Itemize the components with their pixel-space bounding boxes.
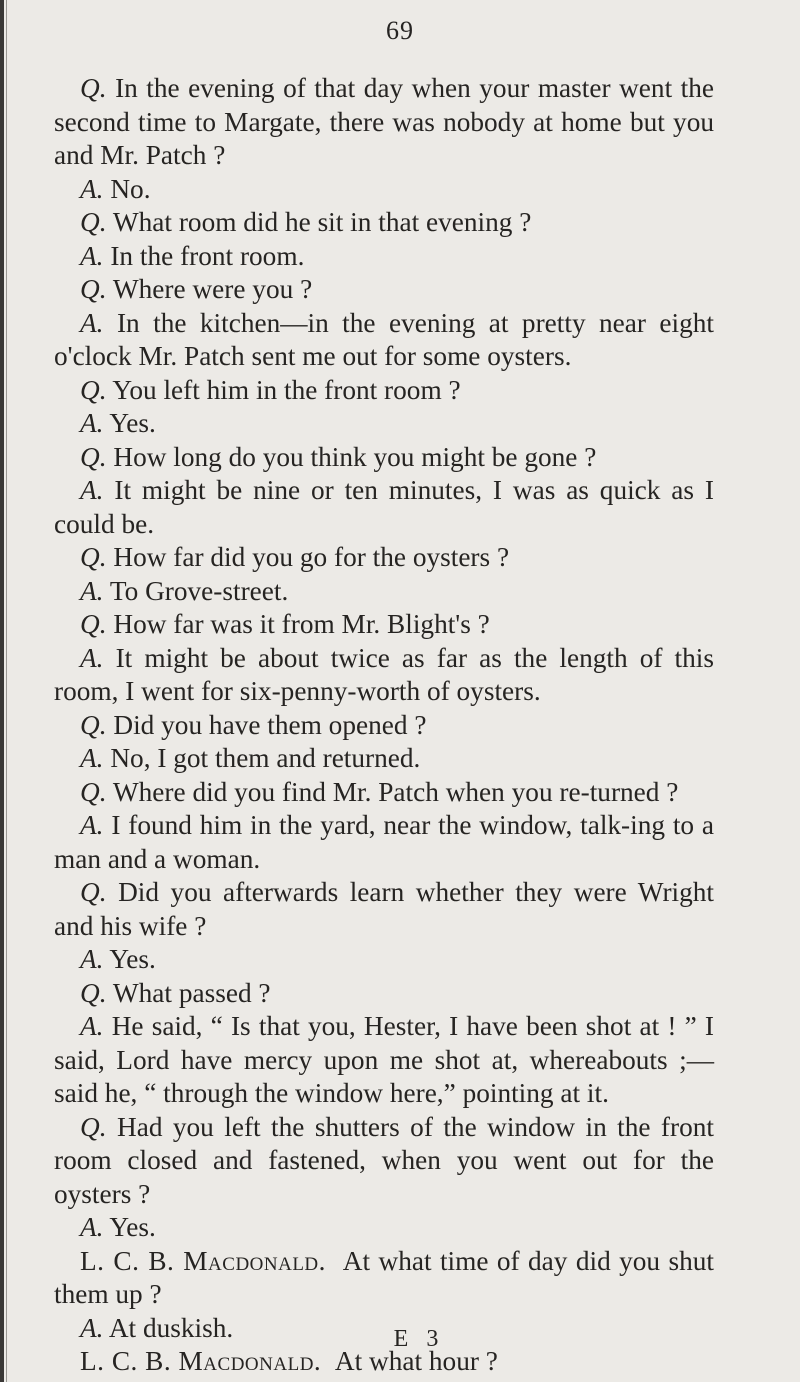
paragraph: [54, 206, 714, 240]
speaker-label: A.: [80, 475, 104, 505]
paragraph: [54, 1010, 714, 1111]
paragraph: [54, 173, 714, 207]
speaker-label: L. C. B. Macdonald.: [80, 1346, 322, 1376]
paragraph: [54, 273, 714, 307]
paragraph-text: What room did he sit in that evening ?: [112, 207, 532, 237]
speaker-label: Q.: [80, 709, 107, 740]
paragraph-text: Yes.: [109, 1212, 156, 1242]
paragraph: [54, 876, 714, 943]
speaker-label: Q.: [80, 441, 107, 472]
paragraph: [54, 709, 714, 743]
speaker-label: Q.: [80, 542, 107, 572]
page-gutter-edge: [0, 0, 4, 1382]
paragraph-text: No.: [110, 173, 151, 204]
speaker-label: Q.: [80, 776, 107, 807]
speaker-label: A.: [80, 307, 104, 338]
paragraph: [54, 1245, 714, 1312]
speaker-label: L. C. B. Macdonald.: [80, 1245, 326, 1276]
paragraph-text: How far was it from Mr. Blight's ?: [113, 609, 490, 639]
paragraph: [54, 474, 714, 541]
paragraph-text: Did you have them opened ?: [113, 709, 427, 740]
paragraph: [54, 1211, 714, 1245]
paragraph: [54, 977, 714, 1011]
speaker-label: A.: [80, 408, 104, 438]
signature-mark: E 3: [393, 1326, 445, 1352]
paragraph: [54, 307, 714, 374]
paragraph: [54, 72, 714, 173]
speaker-label: Q.: [80, 609, 107, 639]
paragraph-text: In the evening of that day when your master went the second time to Margate, there was nobody at home but you and Mr. Patch ?: [54, 73, 715, 170]
testimony-text: [54, 72, 714, 1379]
speaker-label: A.: [80, 575, 104, 606]
speaker-label: A.: [80, 944, 104, 974]
paragraph: [54, 374, 714, 408]
paragraph: [54, 742, 714, 776]
paragraph-text: You left him in the front room ?: [112, 374, 461, 405]
paragraph-text: At what time of day did you shut them up ?: [54, 1245, 714, 1309]
speaker-label: Q.: [80, 977, 107, 1008]
speaker-label: A.: [80, 173, 104, 204]
paragraph: [54, 575, 714, 609]
speaker-label: Q.: [80, 877, 107, 907]
paragraph-text: No, I got them and returned.: [110, 743, 421, 773]
paragraph-text: Where did you find Mr. Patch when you re-turned ?: [112, 776, 679, 807]
paragraph-text: Yes.: [109, 408, 156, 438]
paragraph: [54, 407, 714, 441]
paragraph-text: Where were you ?: [112, 274, 313, 304]
paragraph-text: What passed ?: [112, 977, 271, 1008]
speaker-label: Q.: [80, 374, 107, 405]
paragraph: [54, 608, 714, 642]
paragraph-text: I found him in the yard, near the window, talk-ing to a man and a woman.: [54, 810, 715, 874]
speaker-label: A.: [80, 1011, 104, 1041]
speaker-label: A.: [80, 1312, 104, 1343]
paragraph-text: How long do you think you might be gone ?: [113, 441, 597, 472]
paragraph-text: In the kitchen—in the evening at pretty near eight o'clock Mr. Patch sent me out for some oysters.: [54, 307, 715, 371]
speaker-label: A.: [80, 642, 104, 673]
paragraph: [54, 776, 714, 810]
speaker-label: A.: [80, 1212, 104, 1242]
speaker-label: A.: [80, 810, 104, 840]
paragraph: [54, 1111, 714, 1212]
paragraph-text: At what hour ?: [334, 1346, 498, 1376]
paragraph: [54, 642, 714, 709]
paragraph-text: At duskish.: [108, 1312, 234, 1343]
paragraph: [54, 943, 714, 977]
speaker-label: A.: [80, 240, 104, 271]
speaker-label: Q.: [80, 1111, 107, 1142]
paragraph-text: Yes.: [109, 944, 156, 974]
page-gutter-line: [6, 0, 7, 1382]
paragraph-text: Did you afterwards learn whether they were Wright and his wife ?: [54, 877, 715, 941]
page-number: 69: [386, 16, 414, 45]
paragraph-text: It might be nine or ten minutes, I was as quick as I could be.: [54, 475, 715, 539]
speaker-label: A.: [80, 743, 104, 773]
paragraph: [54, 441, 714, 475]
paragraph: [54, 541, 714, 575]
paragraph-text: He said, “ Is that you, Hester, I have been shot at ! ” I said, Lord have mercy upon me shot at, whereabouts ;—said he, “ through the window here,” pointing at it.: [54, 1011, 715, 1108]
paragraph-text: To Grove-street.: [109, 575, 289, 606]
speaker-label: Q.: [80, 274, 107, 304]
paragraph-text: Had you left the shutters of the window in the front room closed and fastened, when you went out for the oysters ?: [54, 1111, 714, 1209]
paragraph: [54, 809, 714, 876]
speaker-label: Q.: [80, 73, 107, 103]
paragraph: [54, 240, 714, 274]
paragraph-text: How far did you go for the oysters ?: [113, 542, 510, 572]
paragraph-text: It might be about twice as far as the length of this room, I went for six-penny-worth of oysters.: [54, 642, 714, 706]
speaker-label: Q.: [80, 207, 107, 237]
paragraph-text: In the front room.: [110, 240, 305, 271]
